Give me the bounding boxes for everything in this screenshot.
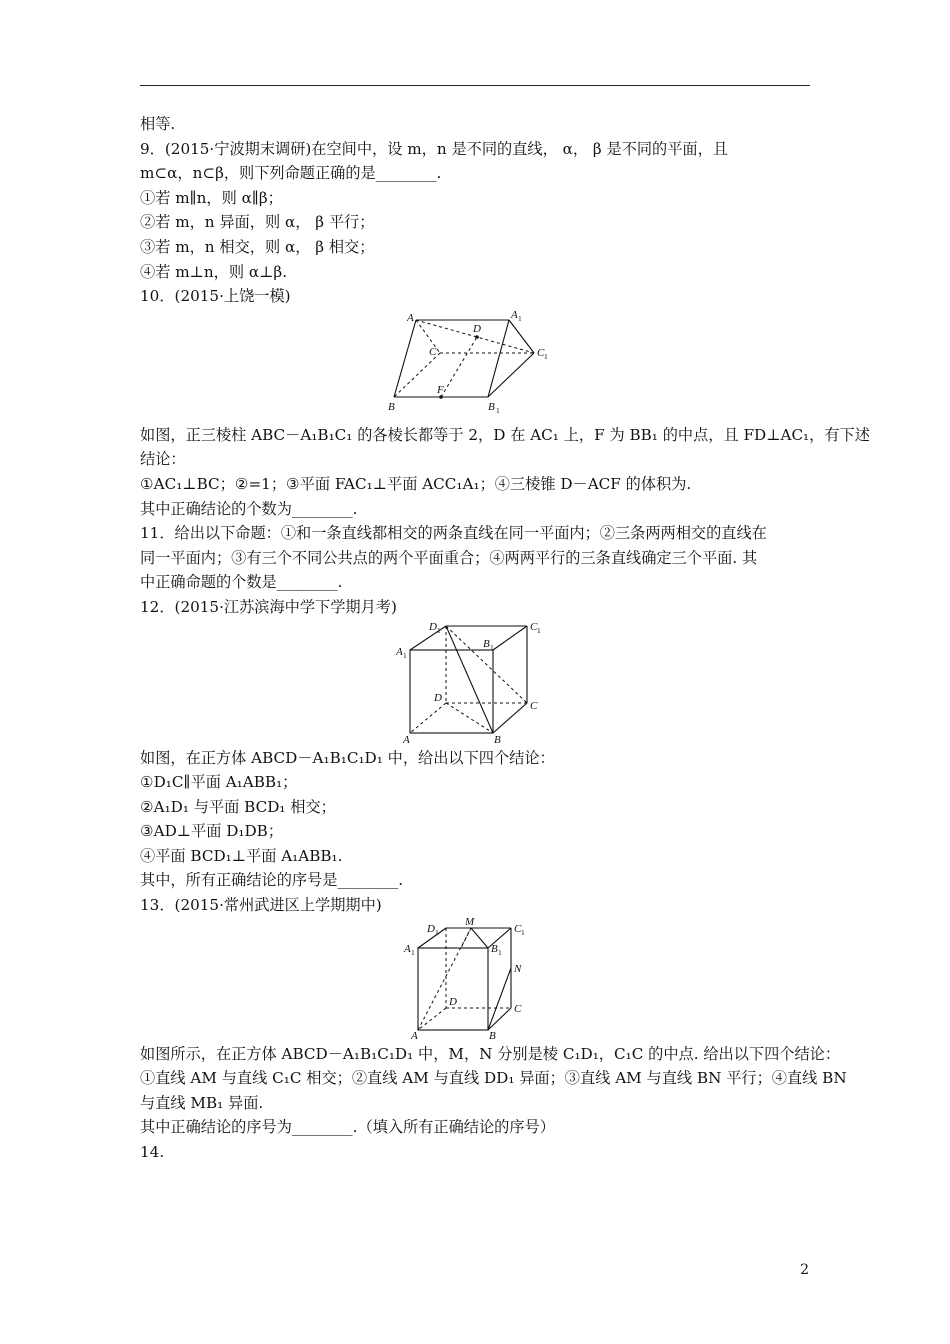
text-block-a	[140, 112, 812, 309]
text-line: ④若 m⊥n，则 α⊥β.	[140, 262, 288, 281]
label-C: C	[429, 345, 437, 358]
question-10-line: 10．(2015·上饶一模)	[140, 287, 291, 306]
question-11-line: 11．给出以下命题：①和一条直线都相交的两条直线在同一平面内；②三条两两相交的直线在	[140, 524, 767, 543]
svg-text:1: 1	[437, 625, 441, 635]
text-line: 如图所示，在正方体 ABCD－A₁B₁C₁D₁ 中，M，N 分别是棱 C₁D₁，C₁C 的中点. 给出以下四个结论：	[140, 1044, 841, 1063]
label-B1: B	[488, 400, 495, 413]
label-B: B	[489, 1029, 496, 1040]
text-block-c	[140, 746, 812, 918]
label-B: B	[388, 400, 395, 413]
cube-diagram-2	[401, 918, 551, 1040]
text-line: 如图，在正方体 ABCD－A₁B₁C₁D₁ 中，给出以下四个结论：	[140, 748, 555, 767]
page-number: 2	[800, 1262, 809, 1278]
prism-diagram	[386, 309, 566, 421]
cube-diagram-1	[396, 620, 556, 744]
text-line: 与直线 MB₁ 异面.	[140, 1093, 264, 1112]
svg-text:1: 1	[521, 927, 525, 937]
question-9-line: 9．(2015·宁波期末调研)在空间中，设 m，n 是不同的直线， α， β 是不同的平面，且	[140, 139, 728, 158]
svg-text:1: 1	[544, 351, 548, 361]
question-14-line: 14.	[140, 1143, 165, 1162]
svg-text:1: 1	[537, 625, 541, 635]
text-line: 中正确命题的个数是________.	[140, 573, 343, 592]
figure-prism	[140, 309, 812, 423]
label-D1: D	[429, 620, 437, 633]
figure-cube-2	[140, 918, 812, 1042]
text-line: 其中，所有正确结论的序号是________.	[140, 871, 404, 890]
svg-text:1: 1	[490, 642, 494, 652]
svg-text:1: 1	[498, 947, 502, 957]
text-line: 相等.	[140, 115, 176, 133]
label-A1: A	[396, 645, 403, 658]
text-line: ③若 m，n 相交，则 α， β 相交；	[140, 237, 375, 256]
label-C1: C	[537, 346, 545, 359]
text-line: 结论：	[140, 450, 186, 469]
svg-text:1: 1	[435, 927, 439, 937]
label-B1: B	[491, 942, 498, 955]
label-B1: B	[483, 637, 490, 650]
label-M: M	[465, 917, 475, 928]
text-block-d	[140, 1042, 847, 1165]
question-13-line: 13．(2015·常州武进区上学期期中)	[140, 896, 382, 915]
label-F: F	[437, 383, 444, 396]
label-N: N	[514, 962, 522, 975]
svg-text:1: 1	[496, 405, 500, 415]
label-A: A	[411, 1029, 418, 1040]
text-line: m⊂α，n⊂β，则下列命题正确的是________.	[140, 164, 442, 183]
label-D: D	[449, 995, 457, 1008]
document-body	[140, 112, 870, 1165]
svg-text:1: 1	[411, 947, 415, 957]
question-12-line: 12．(2015·江苏滨海中学下学期月考)	[140, 597, 397, 616]
label-C: C	[530, 699, 538, 712]
label-A: A	[403, 733, 410, 744]
text-line: 如图，正三棱柱 ABC－A₁B₁C₁ 的各棱长都等于 2，D 在 AC₁ 上，F 为 BB₁ 的中点，且 FD⊥AC₁，有下述	[140, 425, 870, 444]
text-line: 其中正确结论的序号为________.（填入所有正确结论的序号）	[140, 1118, 555, 1137]
label-B: B	[494, 733, 501, 744]
label-A: A	[407, 311, 414, 324]
text-line: 其中正确结论的个数为________.	[140, 499, 358, 518]
label-D1: D	[427, 922, 435, 935]
label-C: C	[514, 1002, 522, 1015]
label-C1: C	[514, 922, 522, 935]
text-line: ②若 m，n 异面，则 α， β 平行；	[140, 213, 375, 232]
label-A1: A	[511, 308, 518, 321]
text-block-b	[140, 423, 870, 620]
svg-text:1: 1	[518, 313, 522, 323]
text-line: ①AC₁⊥BC；②=1；③平面 FAC₁⊥平面 ACC₁A₁；④三棱锥 D－ACF 的体积为.	[140, 474, 692, 493]
text-line: ②A₁D₁ 与平面 BCD₁ 相交；	[140, 797, 336, 816]
text-line: ①D₁C∥平面 A₁ABB₁；	[140, 773, 298, 792]
text-line: ④平面 BCD₁⊥平面 A₁ABB₁.	[140, 846, 343, 865]
text-line: ①直线 AM 与直线 C₁C 相交；②直线 AM 与直线 DD₁ 异面；③直线 AM 与直线 BN 平行；④直线 BN	[140, 1069, 847, 1088]
label-C1: C	[530, 620, 538, 633]
figure-cube-1	[140, 620, 812, 746]
svg-text:1: 1	[403, 650, 407, 660]
text-line: 同一平面内；③有三个不同公共点的两个平面重合；④两两平行的三条直线确定三个平面. 其	[140, 548, 758, 567]
text-line: ①若 m∥n，则 α∥β；	[140, 188, 283, 207]
text-line: ③AD⊥平面 D₁DB；	[140, 822, 284, 841]
label-D: D	[434, 691, 442, 704]
label-D: D	[473, 322, 481, 335]
header-rule	[140, 85, 810, 86]
label-A1: A	[404, 942, 411, 955]
